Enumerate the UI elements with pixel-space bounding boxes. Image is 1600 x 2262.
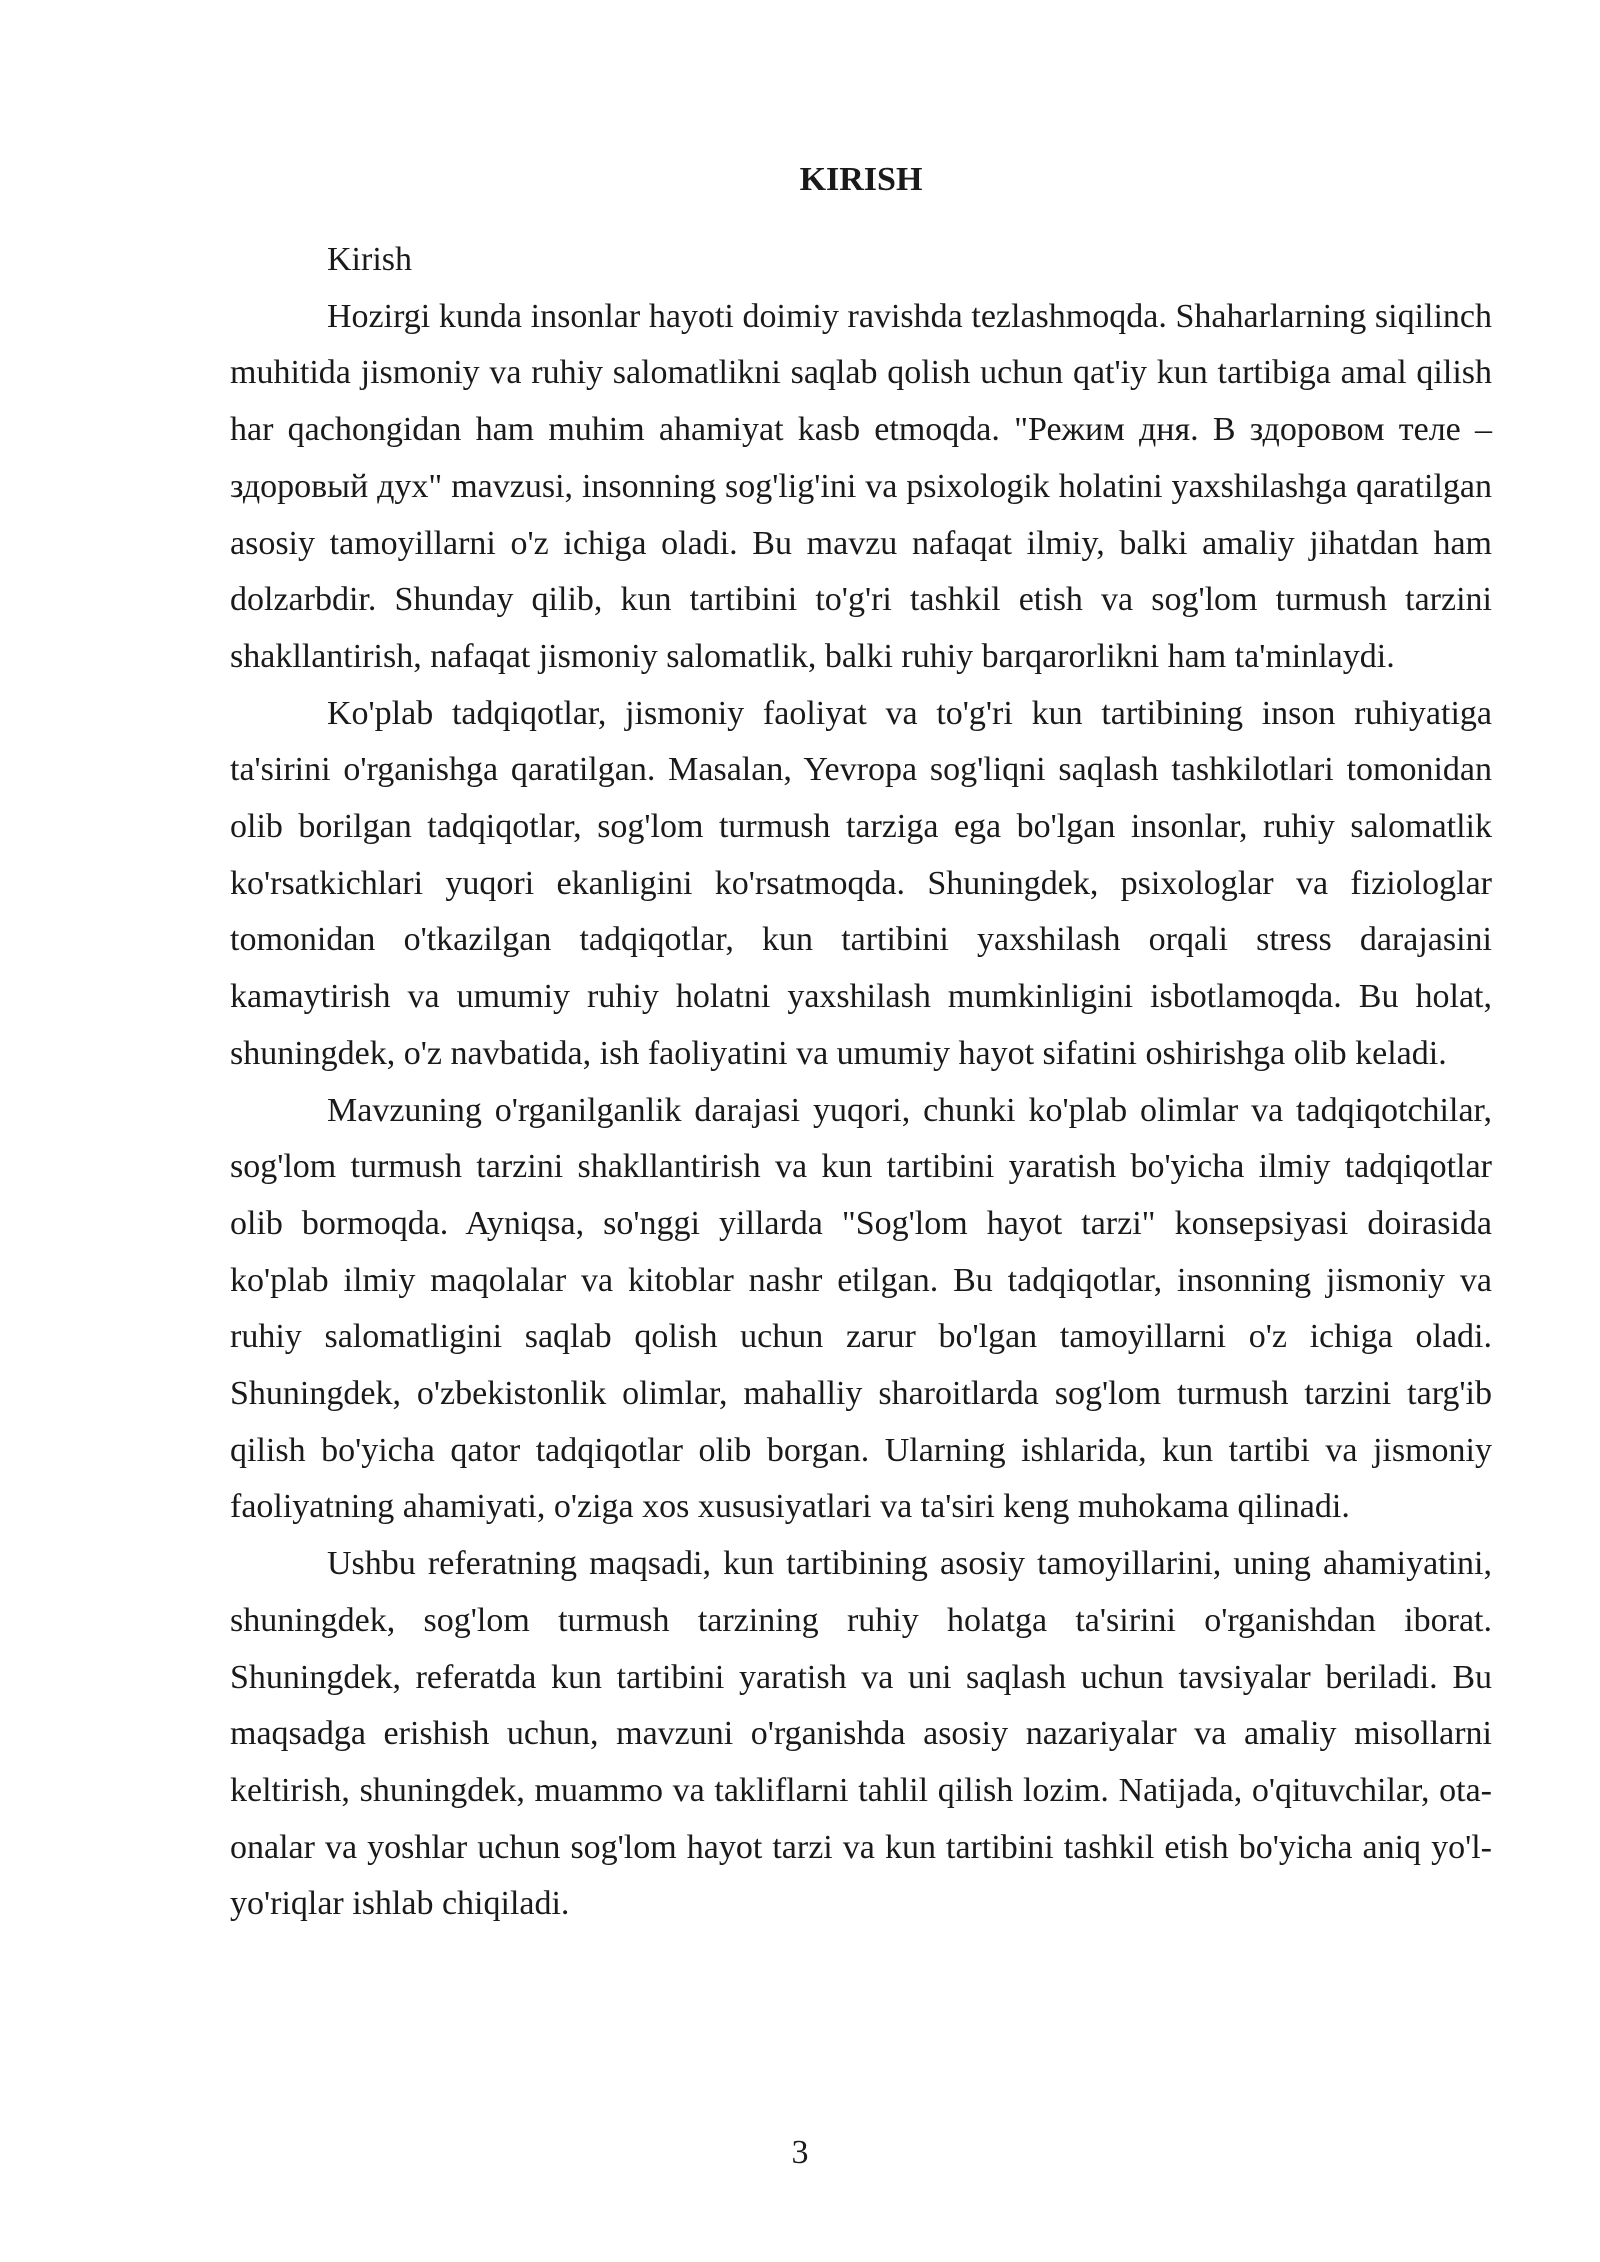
- page-title: KIRISH: [799, 161, 923, 198]
- document-page: [230, 160, 1492, 1933]
- paragraph-4: Ushbu referatning maqsadi, kun tartibining asosiy tamoyillarini, uning ahamiyatini, shuningdek, sog'lom turmush tarzining ruhiy holatga ta'sirini o'rganishdan iborat. Shuningdek, referatda kun tartibini yaratish va uni saqlash uchun tavsiyalar beriladi. Bu maqsadga erishish uchun, mavzuni o'rganishda asosiy nazariyalar va amaliy misollarni keltirish, shuningdek, muammo va takliflarni tahlil qilish lozim. Natijada, o'qituvchilar, ota-onalar va yoshlar uchun sog'lom hayot tarzi va kun tartibini tashkil etish bo'yicha aniq yo'l-yo'riqlar ishlab chiqiladi.: [230, 1545, 1492, 1923]
- section-subheading: Kirish: [327, 241, 412, 278]
- paragraph-2: Ko'plab tadqiqotlar, jismoniy faoliyat va to'g'ri kun tartibining inson ruhiyatiga ta'sirini o'rganishga qaratilgan. Masalan, Yevropa sog'liqni saqlash tashkilotlari tomonidan olib borilgan tadqiqotlar, sog'lom turmush tarziga ega bo'lgan insonlar, ruhiy salomatlik ko'rsatkichlari yuqori ekanligini ko'rsatmoqda. Shuningdek, psixologlar va fiziologlar tomonidan o'tkazilgan tadqiqotlar, kun tartibini yaxshilash orqali stress darajasini kamaytirish va umumiy ruhiy holatni yaxshilash mumkinligini isbotlamoqda. Bu holat, shuningdek, o'z navbatida, ish faoliyatini va umumiy hayot sifatini oshirishga olib keladi.: [230, 694, 1492, 1072]
- paragraph-3: Mavzuning o'rganilganlik darajasi yuqori, chunki ko'plab olimlar va tadqiqotchilar, sog'lom turmush tarzini shakllantirish va kun tartibini yaratish bo'yicha ilmiy tadqiqotlar olib bormoqda. Ayniqsa, so'nggi yillarda "Sog'lom hayot tarzi" konsepsiyasi doirasida ko'plab ilmiy maqolalar va kitoblar nashr etilgan. Bu tadqiqotlar, insonning jismoniy va ruhiy salomatligini saqlab qolish uchun zarur bo'lgan tamoyillarni o'z ichiga oladi. Shuningdek, o'zbekistonlik olimlar, mahalliy sharoitlarda sog'lom turmush tarzini targ'ib qilish bo'yicha qator tadqiqotlar olib borgan. Ularning ishlarida, kun tartibi va jismoniy faoliyatning ahamiyati, o'ziga xos xususiyatlari va ta'siri keng muhokama qilinadi.: [230, 1091, 1492, 1526]
- page-number: 3: [791, 2134, 809, 2171]
- paragraph-1: Hozirgi kunda insonlar hayoti doimiy ravishda tezlashmoqda. Shaharlarning siqilinch muhitida jismoniy va ruhiy salomatlikni saqlab qolish uchun qat'iy kun tartibiga amal qilish har qachongidan ham muhim ahamiyat kasb etmoqda. "Режим дня. В здоровом теле – здоровый дух" mavzusi, insonning sog'lig'ini va psixologik holatini yaxshilashga qaratilgan asosiy tamoyillarni o'z ichiga oladi. Bu mavzu nafaqat ilmiy, balki amaliy jihatdan ham dolzarbdir. Shunday qilib, kun tartibini to'g'ri tashkil etish va sog'lom turmush tarzini shakllantirish, nafaqat jismoniy salomatlik, balki ruhiy barqarorlikni ham ta'minlaydi.: [230, 297, 1492, 675]
